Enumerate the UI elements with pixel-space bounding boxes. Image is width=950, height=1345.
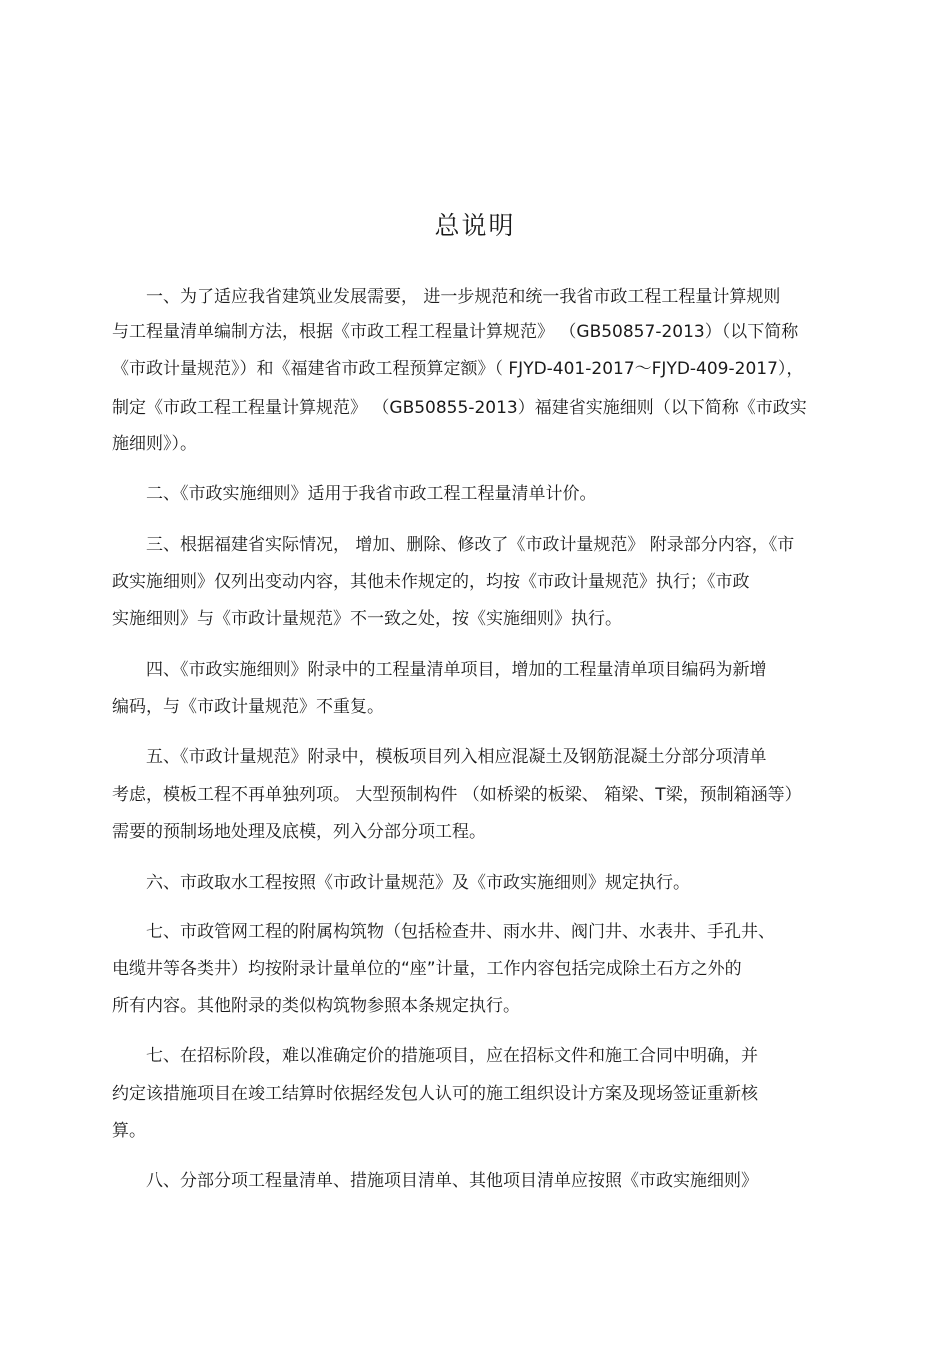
paragraph-line: 考虑，模板工程不再单独列项。 大型预制构件 （如桥梁的板梁、 箱梁、T梁，预制箱涵等） (112, 785, 802, 805)
paragraph-line: 电缆井等各类井）均按附录计量单位的“座”计量，工作内容包括完成除土石方之外的 (112, 959, 742, 979)
paragraph-line: 六、市政取水工程按照《市政计量规范》及《市政实施细则》规定执行。 (146, 873, 690, 893)
paragraph-line: 所有内容。其他附录的类似构筑物参照本条规定执行。 (112, 996, 520, 1016)
paragraph-line: 与工程量清单编制方法，根据《市政工程工程量计算规范》 （GB50857-2013）（以下简称 (112, 322, 799, 342)
paragraph-line: 一、为了适应我省建筑业发展需要， 进一步规范和统一我省市政工程工程量计算规则 (146, 287, 781, 307)
paragraph-line: 《市政计量规范》）和《福建省市政工程预算定额》（ FJYD-401-2017～FJYD-409-2017）， (112, 359, 804, 379)
paragraph-line: 制定《市政工程工程量计算规范》 （GB50855-2013）福建省实施细则（以下简称《市政实 (112, 398, 807, 418)
paragraph-line: 约定该措施项目在竣工结算时依据经发包人认可的施工组织设计方案及现场签证重新核 (112, 1084, 758, 1104)
paragraph-line: 编码，与《市政计量规范》不重复。 (112, 697, 384, 717)
document-title: 总说明 (434, 211, 516, 240)
paragraph-line: 需要的预制场地处理及底模，列入分部分项工程。 (112, 822, 486, 842)
paragraph-line: 施细则》）。 (112, 434, 197, 454)
paragraph-line: 四、《市政实施细则》附录中的工程量清单项目，增加的工程量清单项目编码为新增 (146, 660, 767, 680)
paragraph-line: 五、《市政计量规范》附录中，模板项目列入相应混凝土及钢筋混凝土分部分项清单 (146, 747, 767, 767)
paragraph-line: 八、分部分项工程量清单、措施项目清单、其他项目清单应按照《市政实施细则》 (146, 1171, 758, 1191)
paragraph-line: 七、在招标阶段，难以准确定价的措施项目，应在招标文件和施工合同中明确，并 (146, 1046, 758, 1066)
paragraph-line: 实施细则》与《市政计量规范》不一致之处，按《实施细则》执行。 (112, 609, 622, 629)
paragraph-line: 政实施细则》仅列出变动内容，其他未作规定的，均按《市政计量规范》执行；《市政 (112, 572, 750, 592)
paragraph-line: 七、市政管网工程的附属构筑物（包括检查井、雨水井、阀门井、水表井、手孔井、 (146, 922, 775, 942)
paragraph-line: 三、根据福建省实际情况， 增加、删除、修改了《市政计量规范》 附录部分内容，《市 (146, 535, 795, 555)
paragraph-line: 算。 (112, 1121, 146, 1141)
paragraph-line: 二、《市政实施细则》适用于我省市政工程工程量清单计价。 (146, 484, 597, 504)
